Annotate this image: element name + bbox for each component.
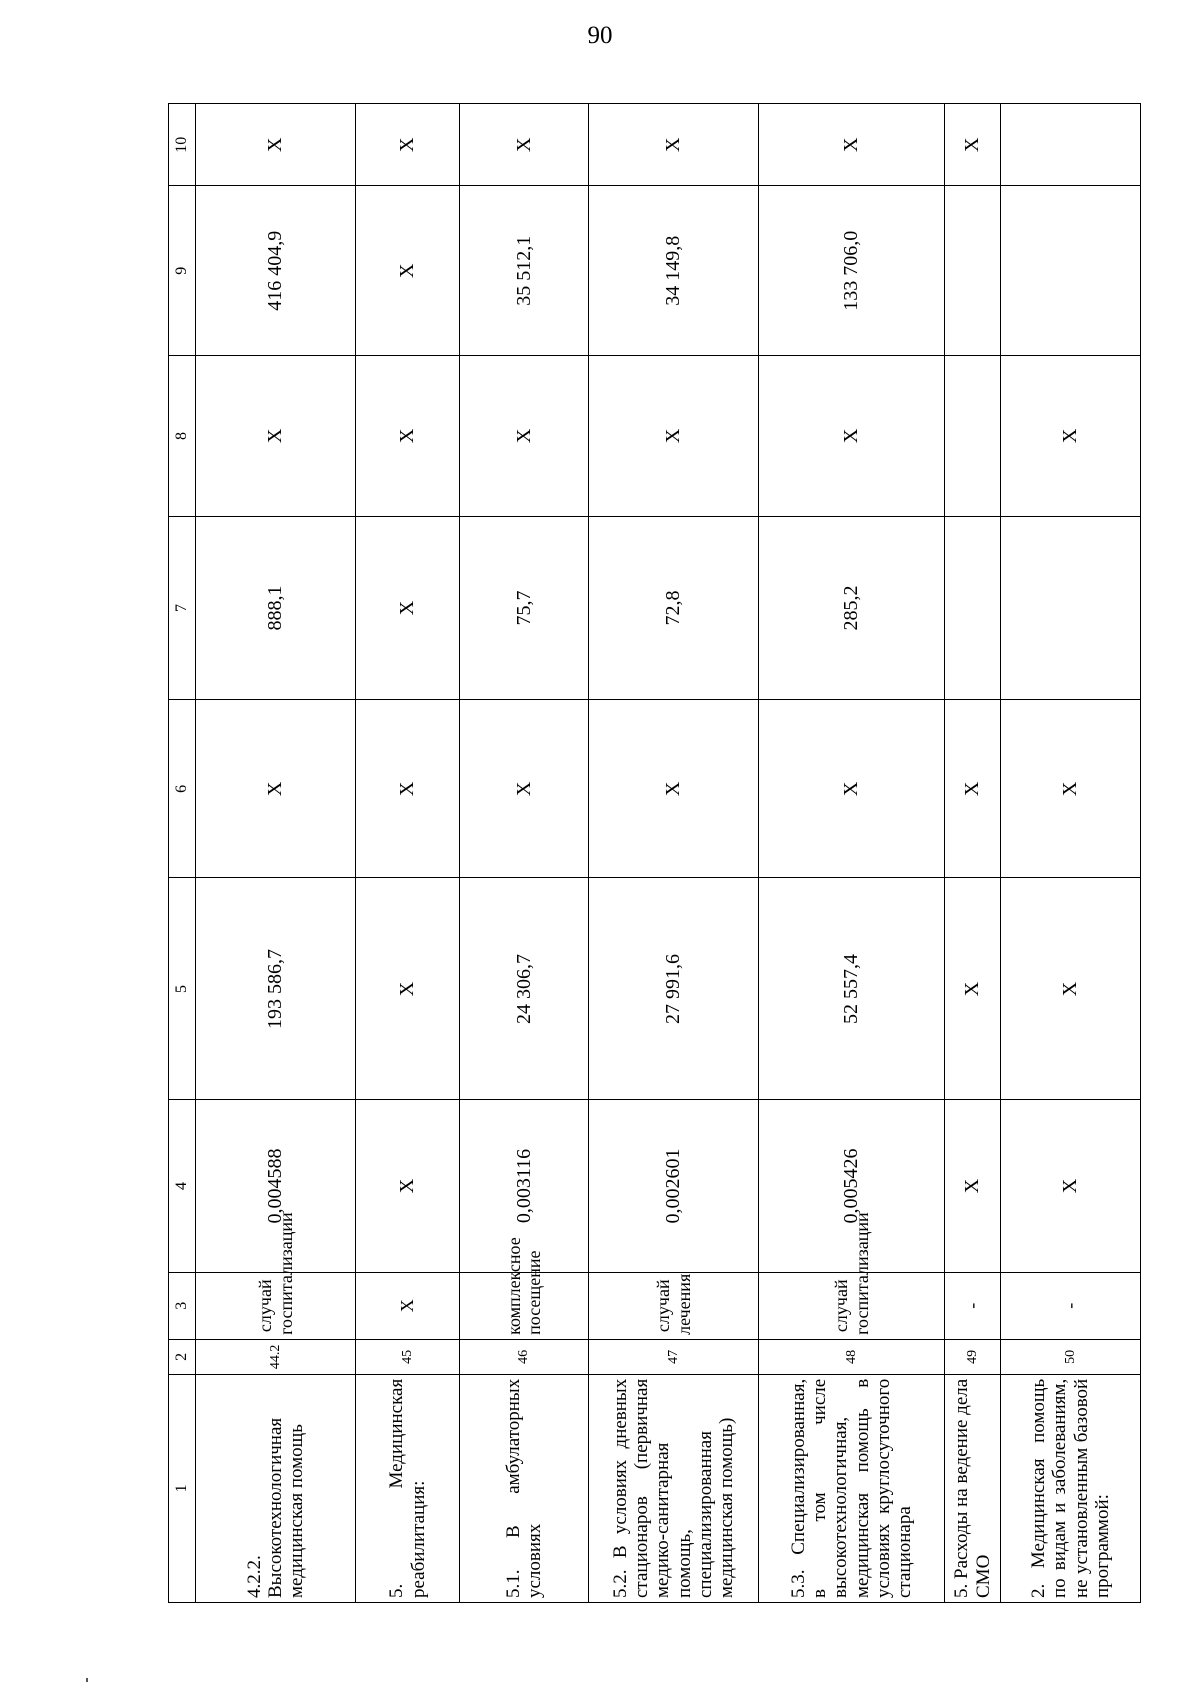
header-cell: 1: [169, 1374, 196, 1602]
row-value-col7: [1001, 516, 1141, 699]
row-name: 5. Медицинская реабилитация:: [356, 1374, 460, 1602]
row-value-col7: 72,8: [589, 516, 759, 699]
row-value-col4: Х: [945, 1100, 1001, 1272]
row-unit: Х: [356, 1272, 460, 1339]
table-row: [196, 104, 356, 1603]
row-value-col10: Х: [759, 104, 945, 186]
row-value-col7: Х: [356, 516, 460, 699]
row-value-col9: Х: [356, 186, 460, 356]
header-cell: 3: [169, 1272, 196, 1339]
table-row: [1001, 104, 1141, 1603]
row-name: 2. Медицинская помощь по видам и заболеваниям, не установленным базовой программой:: [1001, 1374, 1141, 1602]
row-line-number: 46: [460, 1339, 589, 1374]
row-name: 4.2.2. Высокотехнологичная медицинская помощь: [196, 1374, 356, 1602]
row-value-col4: Х: [356, 1100, 460, 1272]
row-value-col4: 0,005426: [759, 1100, 945, 1272]
table-row: [356, 104, 460, 1603]
row-value-col8: Х: [589, 356, 759, 517]
table-row: [759, 104, 945, 1603]
row-line-number: 47: [589, 1339, 759, 1374]
tariff-table: [168, 103, 1141, 1603]
row-value-col10: Х: [460, 104, 589, 186]
header-cell: 8: [169, 356, 196, 517]
row-value-col10: Х: [196, 104, 356, 186]
row-value-col7: 888,1: [196, 516, 356, 699]
row-value-col8: Х: [356, 356, 460, 517]
rotated-table-frame: [168, 103, 1113, 1603]
row-value-col6: Х: [1001, 700, 1141, 878]
row-value-col5: 24 306,7: [460, 878, 589, 1100]
row-value-col5: Х: [356, 878, 460, 1100]
row-value-col5: Х: [1001, 878, 1141, 1100]
scan-mark: [86, 1678, 88, 1682]
row-value-col9: 35 512,1: [460, 186, 589, 356]
row-value-col4: 0,002601: [589, 1100, 759, 1272]
row-unit: -: [945, 1272, 1001, 1339]
page-number: 90: [587, 22, 613, 49]
row-value-col8: Х: [460, 356, 589, 517]
row-value-col9: [1001, 186, 1141, 356]
row-value-col7: 75,7: [460, 516, 589, 699]
row-value-col9: [945, 186, 1001, 356]
row-unit: случай госпитализации: [196, 1272, 356, 1339]
row-line-number: 49: [945, 1339, 1001, 1374]
row-value-col5: 52 557,4: [759, 878, 945, 1100]
row-value-col10: [1001, 104, 1141, 186]
row-value-col8: Х: [1001, 356, 1141, 517]
header-cell: 6: [169, 700, 196, 878]
header-cell: 4: [169, 1100, 196, 1272]
row-line-number: 50: [1001, 1339, 1141, 1374]
row-unit: случай лечения: [589, 1272, 759, 1339]
row-value-col6: Х: [460, 700, 589, 878]
row-value-col10: Х: [356, 104, 460, 186]
row-value-col9: 34 149,8: [589, 186, 759, 356]
row-value-col6: Х: [589, 700, 759, 878]
row-value-col5: 193 586,7: [196, 878, 356, 1100]
row-name: 5.1. В амбулаторных условиях: [460, 1374, 589, 1602]
row-unit: комплексное посещение: [460, 1272, 589, 1339]
table-row: [460, 104, 589, 1603]
row-value-col6: Х: [759, 700, 945, 878]
row-line-number: 45: [356, 1339, 460, 1374]
row-value-col10: Х: [589, 104, 759, 186]
row-value-col6: Х: [945, 700, 1001, 878]
row-name: 5.2. В условиях дневных стационаров (первичная медико-санитарная помощь, специализированная медицинская помощь): [589, 1374, 759, 1602]
row-value-col5: 27 991,6: [589, 878, 759, 1100]
row-value-col8: [945, 356, 1001, 517]
header-cell: 10: [169, 104, 196, 186]
header-cell: 5: [169, 878, 196, 1100]
row-name: 5.3. Специализированная, в том числе высокотехнологичная, медицинская помощь в условиях круглосуточного стационара: [759, 1374, 945, 1602]
row-unit: случай госпитализации: [759, 1272, 945, 1339]
row-value-col5: Х: [945, 878, 1001, 1100]
row-value-col8: Х: [759, 356, 945, 517]
row-value-col4: 0,004588: [196, 1100, 356, 1272]
row-value-col6: Х: [356, 700, 460, 878]
table-row: [945, 104, 1001, 1603]
column-number-row: [169, 104, 196, 1603]
row-line-number: 44.2: [196, 1339, 356, 1374]
row-value-col7: 285,2: [759, 516, 945, 699]
row-line-number: 48: [759, 1339, 945, 1374]
row-value-col10: Х: [945, 104, 1001, 186]
row-value-col9: 133 706,0: [759, 186, 945, 356]
row-value-col4: 0,003116: [460, 1100, 589, 1272]
row-unit: -: [1001, 1272, 1141, 1339]
header-cell: 7: [169, 516, 196, 699]
header-cell: 2: [169, 1339, 196, 1374]
table-row: [589, 104, 759, 1603]
row-value-col6: Х: [196, 700, 356, 878]
header-cell: 9: [169, 186, 196, 356]
row-value-col7: [945, 516, 1001, 699]
row-value-col9: 416 404,9: [196, 186, 356, 356]
row-name: 5. Расходы на ведение дела СМО: [945, 1374, 1001, 1602]
row-value-col4: Х: [1001, 1100, 1141, 1272]
row-value-col8: Х: [196, 356, 356, 517]
